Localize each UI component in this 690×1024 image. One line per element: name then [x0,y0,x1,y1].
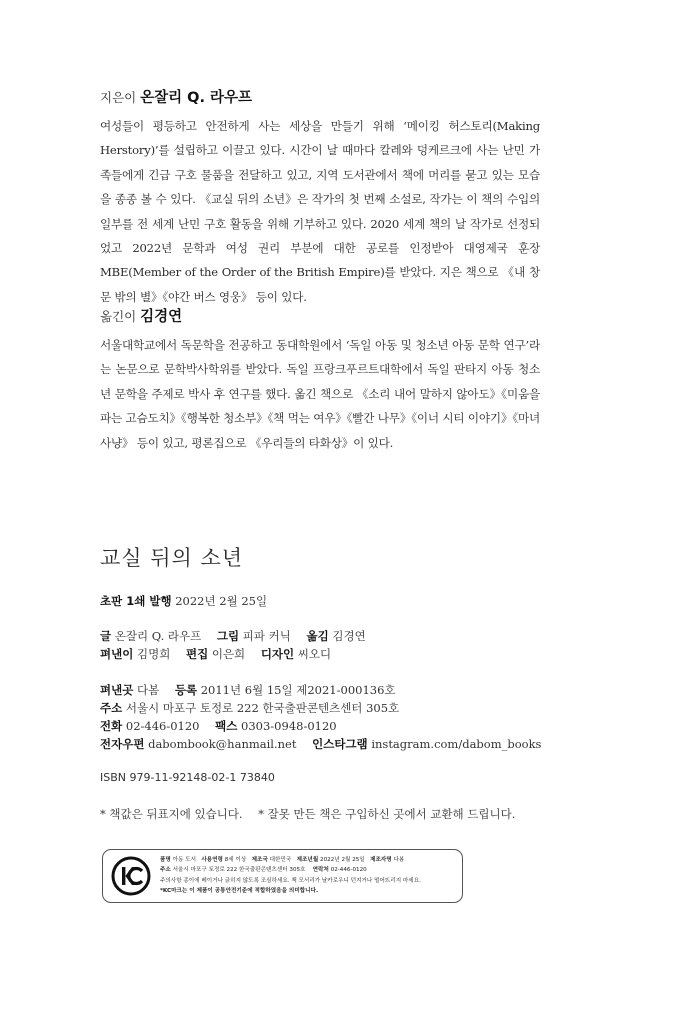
instagram-value: instagram.com/dabom_books [371,737,542,751]
phone-label: 전화 [100,719,123,733]
kc-value: 다봄 [393,857,405,863]
kc-row-3: 주의사항 종이에 베이거나 긁히지 않도록 조심하세요. 책 모서리가 날카로우니 던지거나 떨어뜨리지 마세요. [160,877,421,884]
note-exchange: * 잘못 만든 책은 구입하신 곳에서 교환해 드립니다. [258,807,516,821]
credits-line-1 [100,628,366,644]
kc-label: 연락처 [312,867,329,874]
fax-label: 팩스 [215,719,238,733]
publisher-line [100,682,396,698]
isbn-line: ISBN 979-11-92148-02-1 73840 [100,771,275,784]
credit-label: 펴낸이 [100,647,134,661]
notes-line [100,806,515,822]
kc-label: 제조년월 [296,857,319,863]
address-label: 주소 [100,701,123,715]
kc-label: 주소 [160,867,171,874]
author-role-label: 지은이 [100,90,137,105]
credit-value: 김명희 [136,647,171,661]
credit-value: 피파 커닉 [242,629,291,643]
first-edition-line [100,593,267,609]
instagram-label: 인스타그램 [312,737,368,751]
credit-label: 편집 [185,647,209,661]
address-line [100,700,399,716]
translator-heading [100,305,540,326]
kc-row-2 [160,865,460,875]
email-value: dabombook@hanmail.net [148,737,297,751]
credits-line-2 [100,646,331,662]
credit-value: 김경연 [332,629,366,643]
translator-bio: 서울대학교에서 독문학을 전공하고 동대학원에서 ‘독일 아동 및 청소년 아동 문학 연구’라는 논문으로 문학박사학위를 받았다. 독일 프랑크푸르트대학에서 독일 판타지 아동 청소년 문학을 주제로 박사 후 연구를 했다. 옮긴 책으로 《소리 내어 말하지 않아도》《미움을 파는 고슴도치》《행복한 청소부》《책 먹는 여우》《빨간 나무》《이너 시티 이야기》《마녀 사냥》 등이 있고, 평론집으로 《우리들의 타화상》이 있다. [100,338,540,450]
kc-label: 제조국 [251,857,268,863]
publisher-name: 다봄 [136,683,160,697]
book-title: 교실 뒤의 소년 [100,546,244,570]
kc-label: 제조자명 [370,857,392,863]
email-line [100,736,541,752]
phone-line [100,718,337,734]
credit-label: 옮김 [306,629,329,643]
credit-value: 씨오디 [297,647,332,661]
kc-value: 대한민국 [269,857,292,863]
first-edition-label: 초판 1쇄 발행 [100,594,172,608]
first-edition-date: 2022년 2월 25일 [175,594,268,608]
author-bio: 여성들이 평등하고 안전하게 사는 세상을 만들기 위해 ‘메이킹 허스토리(Making Herstory)’를 설립하고 이끌고 있다. 시간이 날 때마다 칼레와 덩케르크에 사는 난민 가족들에게 긴급 구호 물품을 전달하고 있고, 지역 도서관에서 책에 머리를 묻고 있는 모습을 종종 볼 수 있다. 《교실 뒤의 소년》은 작가의 첫 번째 소설로, 작가는 이 책의 수입의 일부를 전 세계 난민 구호 활동을 위해 기부하고 있다. 2020 세계 책의 날 작가로 선정되었고 2022년 문학과 여성 권리 부분에 대한 공로를 인정받아 대영제국 훈장 MBE(Member of the Order of the British Empire)를 받았다. 지은 책으로 《내 창문 밖의 별》《야간 버스 영웅》 등이 있다. [100,119,540,304]
registration-label: 등록 [174,683,198,697]
phone-value: 02-446-0120 [125,719,200,733]
credit-value: 이은희 [211,647,246,661]
author-name: 온잘리 Q. 라우프 [140,90,253,106]
note-price: * 책값은 뒤표지에 있습니다. [100,807,243,821]
translator-section [100,305,540,455]
kc-label: 품명 [160,857,171,863]
publisher-label: 펴낸곳 [100,683,134,697]
kc-row-4: *KC마크는 이 제품이 공통안전기준에 적합하였음을 의미합니다. [160,887,319,894]
author-section [100,86,540,309]
kc-value: 2022년 2월 25일 [320,857,365,863]
kc-row-1 [160,855,460,865]
translator-role-label: 옮긴이 [100,309,137,324]
kc-mark-icon [111,856,151,896]
credit-label: 글 [100,629,112,643]
author-heading [100,86,540,107]
registration-value: 2011년 6월 15일 제2021-000136호 [200,683,396,697]
kc-value: 서울시 마포구 토정로 222 한국출판콘텐츠센터 305호 [172,867,306,874]
kc-label: 사용연령 [201,857,223,863]
kc-details [160,855,460,896]
credit-label: 그림 [216,629,240,643]
credit-value: 온잘리 Q. 라우프 [114,629,202,643]
address-value: 서울시 마포구 토정로 222 한국출판콘텐츠센터 305호 [125,701,400,715]
fax-value: 0303-0948-0120 [241,719,337,733]
credit-label: 디자인 [260,647,295,661]
kc-value: 02-446-0120 [330,867,367,874]
email-label: 전자우편 [100,737,145,751]
kc-value: 8세 이상 [224,857,247,863]
kc-value: 아동 도서 [172,857,196,863]
kc-certification-box [102,849,463,903]
translator-name: 김경연 [140,309,183,325]
